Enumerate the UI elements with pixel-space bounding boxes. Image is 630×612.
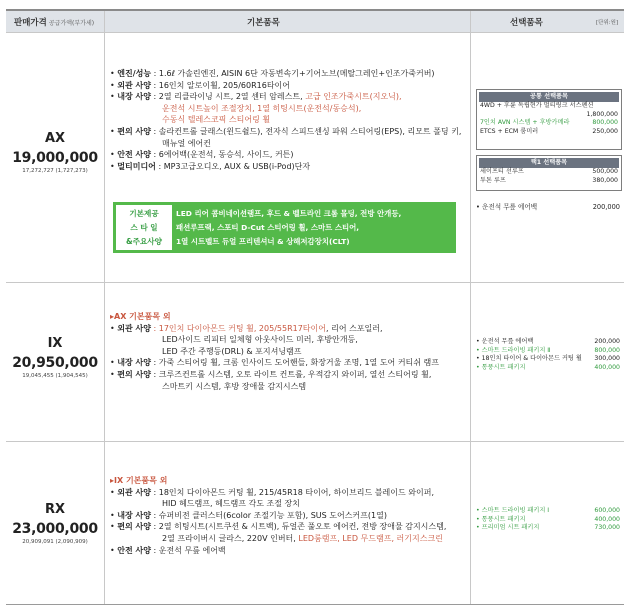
- trim-rx: [6, 502, 104, 545]
- spec-interior-cont: 운전석 시트높이 조절장치, 1열 히팅시트(운전석/동승석),: [162, 103, 362, 113]
- spec-exterior-cont: LED사이드 리피터 일체형 아웃사이드 미러, 후방안개등,: [162, 335, 358, 345]
- trim-supply-price: 17,272,727 (1,727,273): [22, 168, 88, 174]
- trim-price: 19,000,000: [12, 150, 98, 166]
- header-price: 판매가격 공급가액(부가세): [14, 18, 95, 28]
- spec-safety: • 안전 사양 : 운전석 무릎 에어백: [110, 545, 226, 555]
- package-label: 기본제공 스 타 일 &주요사양: [116, 205, 172, 250]
- header-basic: 기본품목: [247, 18, 280, 28]
- spec-interior-cont: 수동식 텔레스코픽 스티어링 휠: [162, 115, 271, 125]
- option-row: ETCS + ECM 룸미러 250,000: [480, 127, 618, 135]
- style-package-box: [113, 202, 456, 253]
- header-options: 선택품목: [510, 18, 543, 28]
- option-row: 투톤 루프 380,000: [480, 176, 618, 184]
- spec-interior: • 내장 사양 : 2열 리클라이닝 시트, 2열 센터 암레스트, 고급 인조가죽시트(지오닉),: [110, 92, 402, 102]
- spec-interior: • 내장 사양 : 가죽 스티어링 휠, 크롬 인사이드 도어핸들, 화장거울 조명, 1열 도어 커티쉬 램프: [110, 358, 440, 368]
- option-row: 4WD + 후륜 독립현가 멀티링크 서스펜션: [480, 102, 594, 109]
- spec-convenience-cont: 스마트키 시스템, 후방 장애물 감지시스템: [162, 381, 307, 391]
- spec-exterior-cont: HID 헤드램프, 헤드램프 각도 조절 장치: [162, 499, 300, 509]
- row-divider: [6, 282, 624, 283]
- option-row: • 운전석 무릎 에어백 200,000: [476, 338, 620, 345]
- trim-name: RX: [44, 502, 66, 517]
- choose-one-title: 택1 선택품목: [479, 158, 619, 168]
- basic-items-ax: [110, 68, 470, 172]
- basic-items-rx: [110, 475, 470, 556]
- common-options-title: 공통 선택품목: [479, 92, 619, 102]
- inherit-heading: ▸AX 기본품목 외: [110, 312, 171, 321]
- bottom-rule: [6, 604, 624, 605]
- options-ax: [476, 203, 622, 212]
- spec-exterior: • 외관 사양 : 16인치 알로이휠, 205/60R16타이어: [110, 80, 290, 90]
- spec-exterior: • 외관 사양 : 17인치 다이아몬드 커팅 휠, 205/55R17타이어, 리어 스포일러,: [110, 323, 383, 333]
- option-row: • 통풍시트 패키지 400,000: [476, 363, 620, 371]
- trim-price: 23,000,000: [12, 521, 98, 537]
- header-unit: [단위:원]: [596, 20, 619, 26]
- trim-supply-price: 20,909,091 (2,090,909): [22, 539, 88, 545]
- column-divider: [470, 11, 471, 605]
- options-ix: [476, 338, 622, 372]
- package-items: LED 리어 콤비네이션램프, 후드 & 벨트라인 크롬 몰딩, 전방 안개등, 패션루프랙, 스포티 D-Cut 스티어링 휠, 스마트 스티어, 1열 시트벨트 듀얼 프리텐셔너 & 상해저감장치(CLT): [176, 209, 402, 246]
- choose-one-options-box: [476, 155, 622, 191]
- row-divider: [6, 441, 624, 442]
- spec-exterior: • 외관 사양 : 18인치 다이아몬드 커팅 휠, 215/45R18 타이어, 하이브리드 블레이드 와이퍼,: [110, 487, 434, 497]
- option-row: • 프리미엄 시트 패키지 730,000: [476, 524, 620, 532]
- option-row: 7인치 AVN 시스템 + 후방카메라 800,000: [480, 119, 618, 127]
- trim-price: 20,950,000: [12, 355, 98, 371]
- column-divider: [104, 11, 105, 605]
- option-row: 1,800,000: [586, 110, 618, 118]
- spec-convenience: • 편의 사양 : 크루즈컨트롤 시스템, 오토 라이트 컨트롤, 우적감지 와이퍼, 열선 스티어링 휠,: [110, 369, 432, 379]
- option-row: • 18인치 타이어 & 다이아몬드 커팅 휠 300,000: [476, 355, 620, 363]
- trim-name: IX: [47, 336, 63, 351]
- options-rx: [476, 507, 622, 533]
- trim-supply-price: 19,045,455 (1,904,545): [22, 373, 88, 379]
- spec-interior: • 내장 사양 : 슈퍼비전 클러스터(6color 조절기능 포함), SUS 도어스커프(1열): [110, 510, 387, 520]
- spec-safety: • 안전 사양 : 6에어백(운전석, 동승석, 사이드, 커튼): [110, 150, 294, 160]
- spec-convenience-cont: 매뉴얼 에어컨: [162, 138, 211, 148]
- option-row: • 운전석 무릎 에어백 200,000: [476, 203, 620, 211]
- option-row: 세이프티 선루프 500,000: [480, 168, 618, 175]
- spec-convenience: • 편의 사양 : 2열 히팅시트(시트쿠션 & 시트백), 듀얼존 풀오토 에어컨, 전방 장애물 감지시스템,: [110, 522, 447, 532]
- spec-convenience-cont: 2열 프라이버시 글라스, 220V 인버터, LED룸램프, LED 무드램프, 러기지스크린: [162, 533, 443, 543]
- option-row: • 스마트 드라이빙 패키지 Ⅱ 800,000: [476, 346, 620, 354]
- option-row: • 스마트 드라이빙 패키지 I 600,000: [476, 507, 620, 514]
- inherit-heading: ▸IX 기본품목 외: [110, 476, 168, 485]
- basic-items-ix: [110, 311, 470, 392]
- trim-ax: [6, 131, 104, 174]
- trim-name: AX: [44, 131, 66, 146]
- row-divider: [6, 32, 624, 33]
- table-header: [6, 11, 624, 32]
- trim-ix: [6, 336, 104, 379]
- spec-convenience: • 편의 사양 : 솔라컨트롤 글래스(윈드쉴드), 전자식 스피드센싱 파워 스티어링(EPS), 리모트 폴딩 키,: [110, 126, 462, 136]
- spec-exterior-cont: LED 주간 주행등(DRL) & 포지셔닝램프: [162, 346, 302, 356]
- spec-engine: • 엔진/성능 : 1.6ℓ 가솔린엔진, AISIN 6단 자동변속기+기어노브(메탈그레인+인조가죽커버): [110, 69, 435, 78]
- spec-multimedia: • 멀티미디어 : MP3고급오디오, AUX & USB(i-Pod)단자: [110, 161, 311, 171]
- common-options-box: [476, 89, 622, 150]
- option-row: • 통풍시트 패키지 400,000: [476, 515, 620, 523]
